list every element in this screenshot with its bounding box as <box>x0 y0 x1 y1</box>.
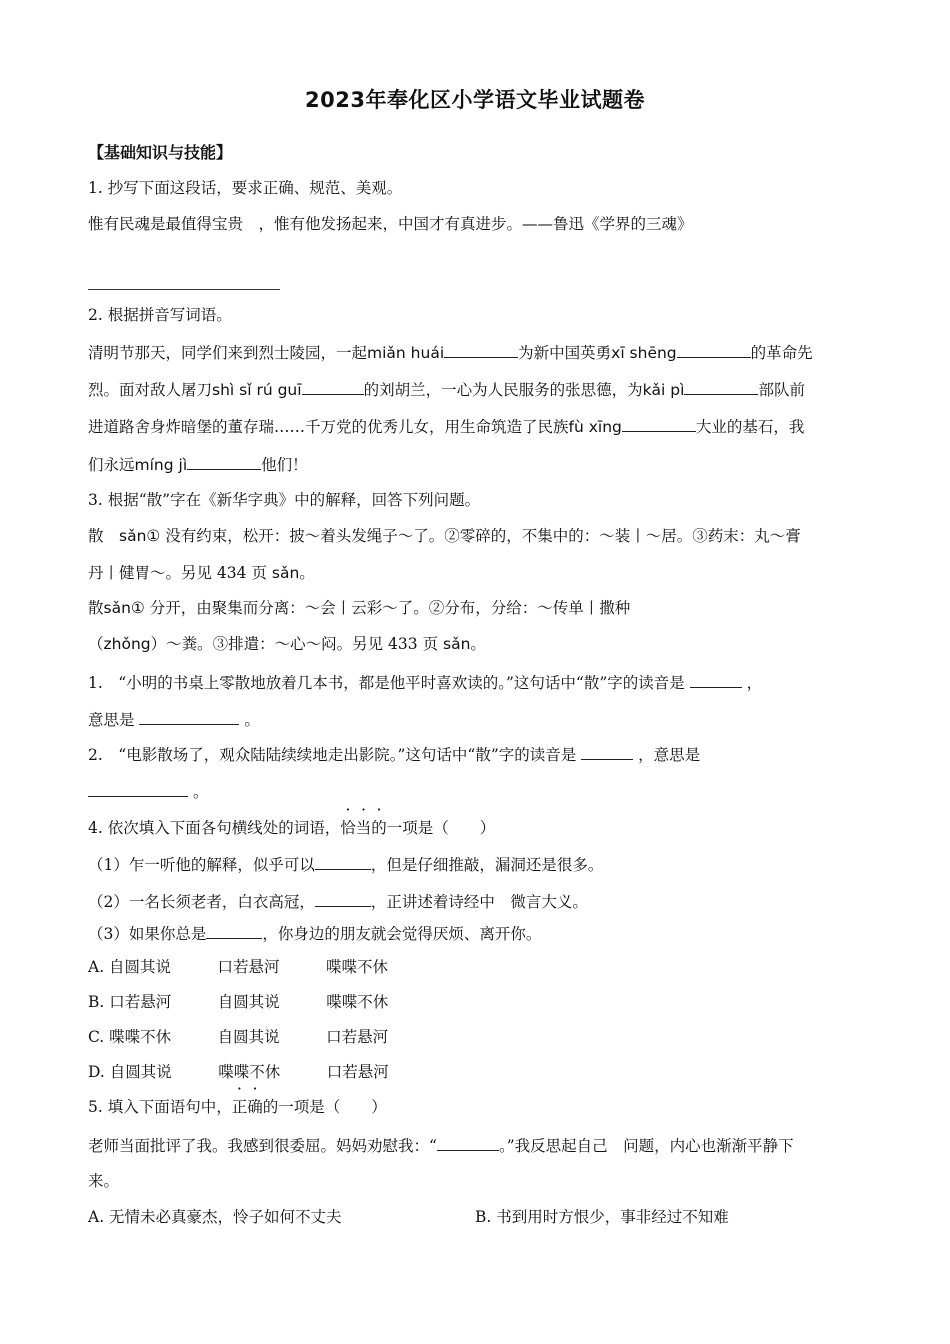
dictionary-entry-1 <box>88 526 801 546</box>
q5-sentence <box>88 1134 794 1156</box>
sub-question-2-cont <box>88 780 208 802</box>
answer-blank[interactable] <box>315 890 371 907</box>
pinyin-mian-huai: miǎn huái <box>367 344 445 362</box>
q3-text: ① 没有约束，松开：披～着头发绳子～了。②零碎的，不集中的：～装丨～居。③药末：丸～膏 <box>146 527 801 545</box>
dictionary-entry-1-cont <box>88 563 315 583</box>
pinyin-san: sǎn <box>271 564 300 582</box>
question-4-prompt <box>88 818 495 838</box>
answer-blank[interactable] <box>315 853 371 870</box>
section-heading: 【基础知识与技能】 <box>88 143 233 162</box>
question-2-prompt: 2. 根据拼音写词语。 <box>88 306 232 324</box>
answer-blank[interactable] <box>139 708 239 725</box>
emphasis-char: 正 <box>231 1098 248 1116</box>
q5-option-a[interactable]: A. 无情未必真豪杰，怜子如何不丈夫 <box>88 1208 342 1226</box>
q3-text: ， <box>746 674 763 692</box>
q4-option-d[interactable]: D. 自圆其说 喋喋不休 口若悬河 <box>88 1063 389 1081</box>
answer-blank[interactable] <box>677 341 751 358</box>
sub-question-2 <box>88 743 700 765</box>
dictionary-entry-2 <box>88 598 630 618</box>
q3-text: 1. “小明的书桌上零散地放着几本书，都是他平时喜欢读的。”这句话中“散”字的读音是 <box>88 674 685 692</box>
pinyin-kai-pi: kǎi pì <box>642 381 685 399</box>
question-1-text: 惟有民魂是最值得宝贵 ，惟有他发扬起来，中国才有真进步。——鲁迅《学界的三魂》 <box>88 215 693 233</box>
pinyin-san: sǎn <box>103 599 131 617</box>
answer-blank[interactable] <box>622 415 696 432</box>
q4-text: 4. 依次填入下面各句横线处的词语， <box>88 819 341 837</box>
q4-option-c[interactable]: C. 喋喋不休 自圆其说 口若悬河 <box>88 1028 389 1046</box>
pinyin-ming-ji: míng jì <box>134 456 188 474</box>
q2-text: 部队前 <box>758 381 805 399</box>
q4-option-b[interactable]: B. 口若悬河 自圆其说 喋喋不休 <box>88 993 389 1011</box>
question-5-prompt <box>88 1097 387 1117</box>
answer-blank[interactable] <box>444 341 518 358</box>
q4-text: （2）一名长须老者，白衣高冠， <box>88 893 315 911</box>
sub-question-1 <box>88 671 762 693</box>
q3-text: ，意思是 <box>638 746 701 764</box>
question-2-line-4 <box>88 453 308 475</box>
emphasis-char: 当 <box>355 819 372 837</box>
answer-blank[interactable] <box>581 743 633 760</box>
question-3-prompt: 3. 根据“散”字在《新华字典》中的解释，回答下列问题。 <box>88 491 481 509</box>
q3-text: 。 <box>192 783 209 801</box>
page-title: 2023年奉化区小学语文毕业试题卷 <box>305 88 645 112</box>
q2-text: 进道路舍身炸暗堡的董存瑞……千万党的优秀儿女，用生命筑造了民族 <box>88 418 569 436</box>
q3-text: ）～粪。③排遣：～心～闷。另见 433 页 <box>150 635 443 653</box>
q4-text: ，但是仔细推敲，漏洞还是很多。 <box>370 856 604 874</box>
q4-option-a[interactable]: A. 自圆其说 口若悬河 喋喋不休 <box>88 958 389 976</box>
answer-blank[interactable] <box>684 378 758 395</box>
q2-text: 为新中国英勇 <box>518 344 612 362</box>
q5-text: 。”我反思起自己 问题，内心也渐渐平静下 <box>498 1137 794 1155</box>
q3-text: ① 分开，由聚集而分离：～会丨云彩～了。②分布，分给：～传单丨撒种 <box>130 599 631 617</box>
q3-text: 。 <box>299 564 315 582</box>
q5-text: 5. 填入下面语句中， <box>88 1098 232 1116</box>
pinyin-san: sǎn <box>119 527 147 545</box>
answer-blank[interactable] <box>206 922 262 939</box>
answer-blank[interactable] <box>187 453 261 470</box>
q2-text: 大业的基石，我 <box>695 418 805 436</box>
q3-text: 2. “电影散场了，观众陆陆续续地走出影院。”这句话中“散”字的读音是 <box>88 746 577 764</box>
q3-text: 。 <box>470 635 486 653</box>
pinyin-xi-sheng: xī shēng <box>611 344 677 362</box>
q5-option-b[interactable]: B. 书到用时方恨少，事非经过不知难 <box>475 1208 729 1226</box>
question-2-line-3 <box>88 415 804 437</box>
answer-blank[interactable] <box>88 780 188 797</box>
q4-text: （1）乍一听他的解释，似乎可以 <box>88 856 315 874</box>
q5-text: 老师当面批评了我。我感到很委屈。妈妈劝慰我：“ <box>88 1137 437 1155</box>
q3-text: 。 <box>244 711 260 729</box>
q3-text: 散 <box>88 599 104 617</box>
pinyin-fu-xing: fù xīng <box>568 418 622 436</box>
question-2-line-2 <box>88 378 805 400</box>
q4-sentence-2 <box>88 890 588 912</box>
q3-text: （ <box>88 635 104 653</box>
pinyin-shi-si-ru-gui: shì sǐ rú guī <box>212 381 302 399</box>
answer-blank[interactable] <box>690 671 742 688</box>
q4-text: （3）如果你总是 <box>88 925 207 943</box>
q2-text: 的革命先 <box>750 344 813 362</box>
q2-text: 烈。面对敌人屠刀 <box>88 381 213 399</box>
q4-text: ，你身边的朋友就会觉得厌烦、离开你。 <box>262 925 542 943</box>
emphasis-char: 确 <box>247 1098 263 1116</box>
q3-text: 丹丨健胃～。另见 434 页 <box>88 564 272 582</box>
q2-text: 清明节那天，同学们来到烈士陵园，一起 <box>88 344 368 362</box>
q5-text: 的一项是（ ） <box>262 1098 387 1116</box>
pinyin-san: sǎn <box>443 635 471 653</box>
q4-sentence-1 <box>88 853 603 875</box>
q2-text: 他们！ <box>261 456 308 474</box>
dictionary-entry-2-cont <box>88 634 486 654</box>
q3-text: 散 <box>88 527 120 545</box>
q4-text: ，正讲述着诗经中 微言大义。 <box>370 893 588 911</box>
q5-sentence-cont: 来。 <box>88 1172 120 1190</box>
copy-answer-line[interactable] <box>88 289 280 290</box>
question-2-line-1 <box>88 341 813 363</box>
answer-blank[interactable] <box>437 1134 499 1151</box>
q2-text: 们永远 <box>88 456 135 474</box>
emphasis-char: 恰 <box>340 819 356 837</box>
pinyin-zhong: zhǒng <box>103 635 151 653</box>
q4-sentence-3 <box>88 922 541 944</box>
q2-text: 的刘胡兰，一心为人民服务的张思德，为 <box>363 381 643 399</box>
emphasis-char: 的 <box>371 819 387 837</box>
sub-question-1-cont <box>88 708 260 730</box>
question-1-prompt: 1. 抄写下面这段话，要求正确、规范、美观。 <box>88 179 403 197</box>
q4-text: 一项是（ ） <box>386 819 496 837</box>
q3-text: 意思是 <box>88 711 135 729</box>
answer-blank[interactable] <box>302 378 364 395</box>
